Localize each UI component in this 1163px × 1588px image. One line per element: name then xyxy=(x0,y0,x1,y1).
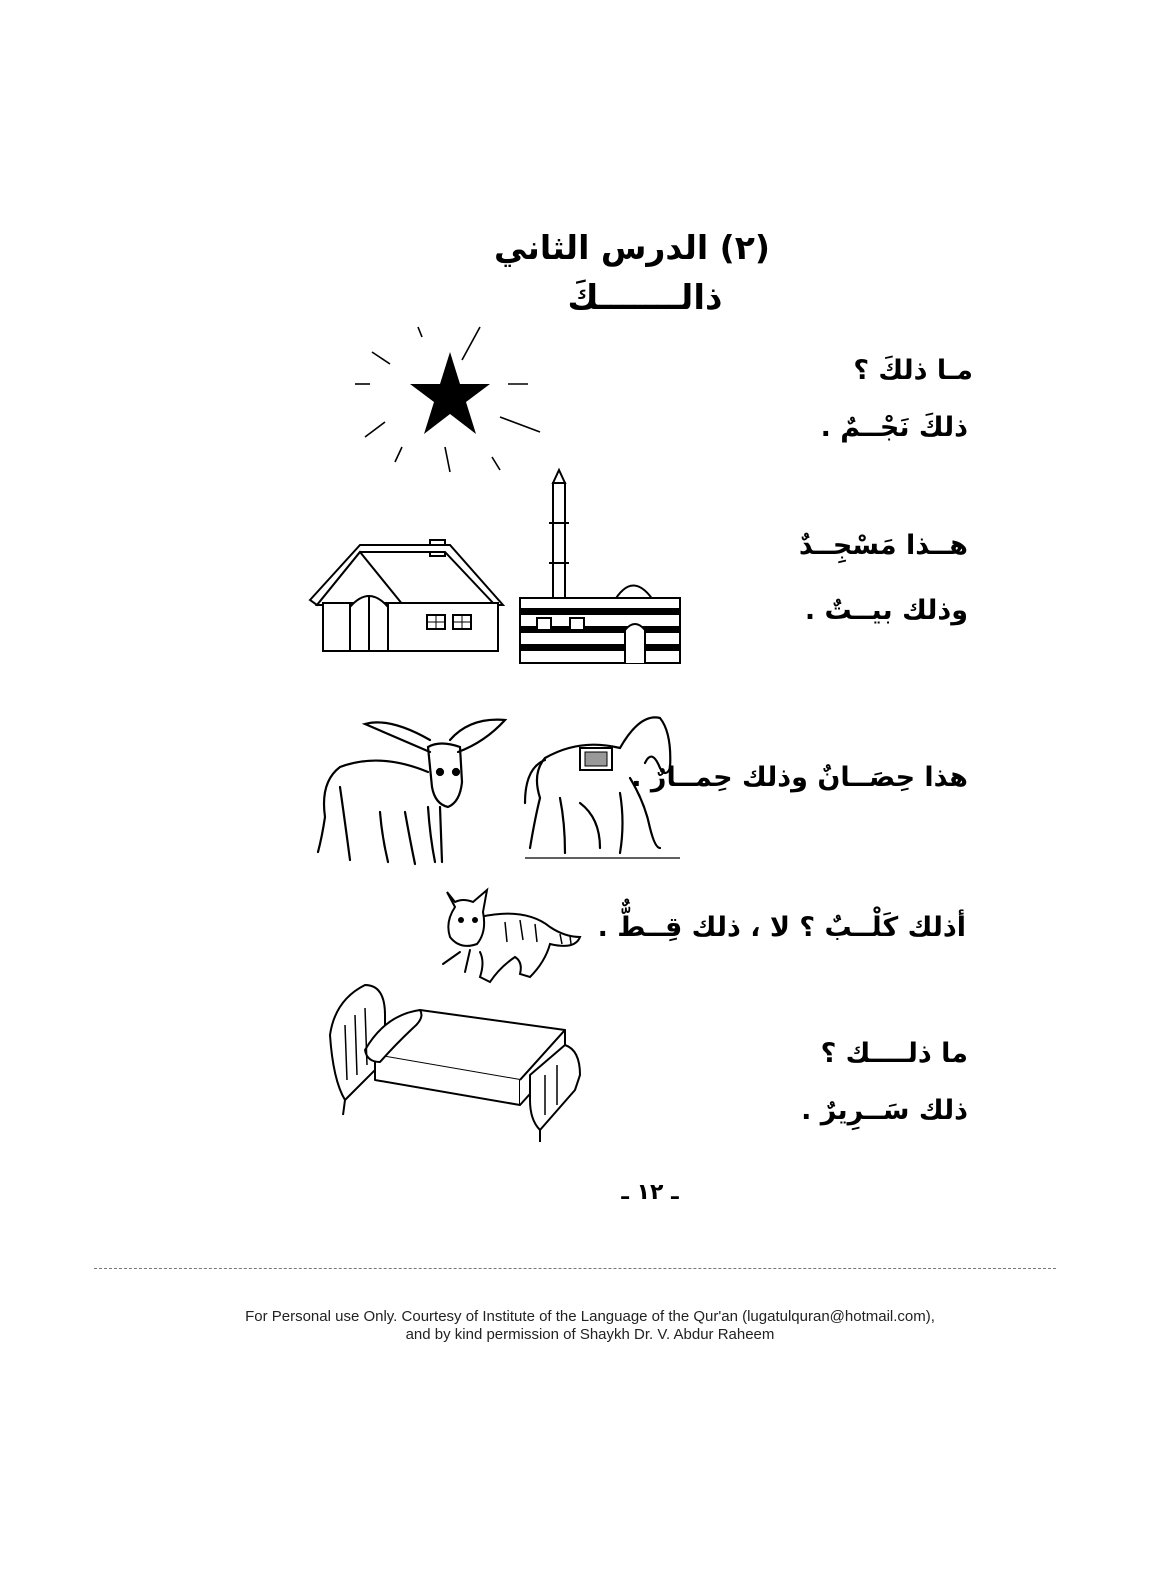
cat-illustration xyxy=(435,882,585,987)
cat-head xyxy=(447,890,487,946)
bed-illustration xyxy=(325,980,585,1145)
minaret xyxy=(553,483,565,598)
footer-line-1: For Personal use Only. Courtesy of Institute of the Language of the Qur'an (lugatulquran@hotmail.com), xyxy=(245,1308,935,1325)
page-number: ـ ١٢ ـ xyxy=(621,1180,679,1205)
house-illustration xyxy=(305,535,505,655)
sentence-7: ما ذلــــك ؟ xyxy=(820,1038,968,1069)
sentence-3: هــذا مَسْجِــدٌ xyxy=(798,530,968,561)
sentence-5: هذا حِصَــانٌ وذلك حِمــارٌ . xyxy=(631,762,968,793)
star-icon xyxy=(410,352,490,434)
star-illustration xyxy=(350,322,550,472)
donkey-illustration xyxy=(310,712,510,867)
lesson-title: (٢) الدرس الثاني xyxy=(494,228,770,267)
donkey-body xyxy=(318,761,428,852)
mosque-illustration xyxy=(515,468,685,668)
cat-body xyxy=(480,914,580,982)
lesson-subtitle: ذالـــــــكَ xyxy=(567,278,723,318)
footer xyxy=(150,1308,1030,1344)
footer-divider xyxy=(94,1268,1056,1269)
sentence-8: ذلك سَــرِيرٌ . xyxy=(801,1095,968,1126)
horse-head xyxy=(620,717,670,773)
sentence-1: مـا ذلكَ ؟ xyxy=(853,355,973,386)
sentence-2: ذلكَ نَجْــمٌ . xyxy=(820,412,968,443)
donkey-ear-left xyxy=(365,722,430,752)
footer-line-2: and by kind permission of Shaykh Dr. V. Abdur Raheem xyxy=(405,1326,775,1343)
horse-illustration xyxy=(520,708,685,863)
sentence-6: أذلك كَلْــبٌ ؟ لا ، ذلك قِــطٌّ . xyxy=(597,912,966,943)
sentence-4: وذلك بيــتٌ . xyxy=(804,595,968,626)
